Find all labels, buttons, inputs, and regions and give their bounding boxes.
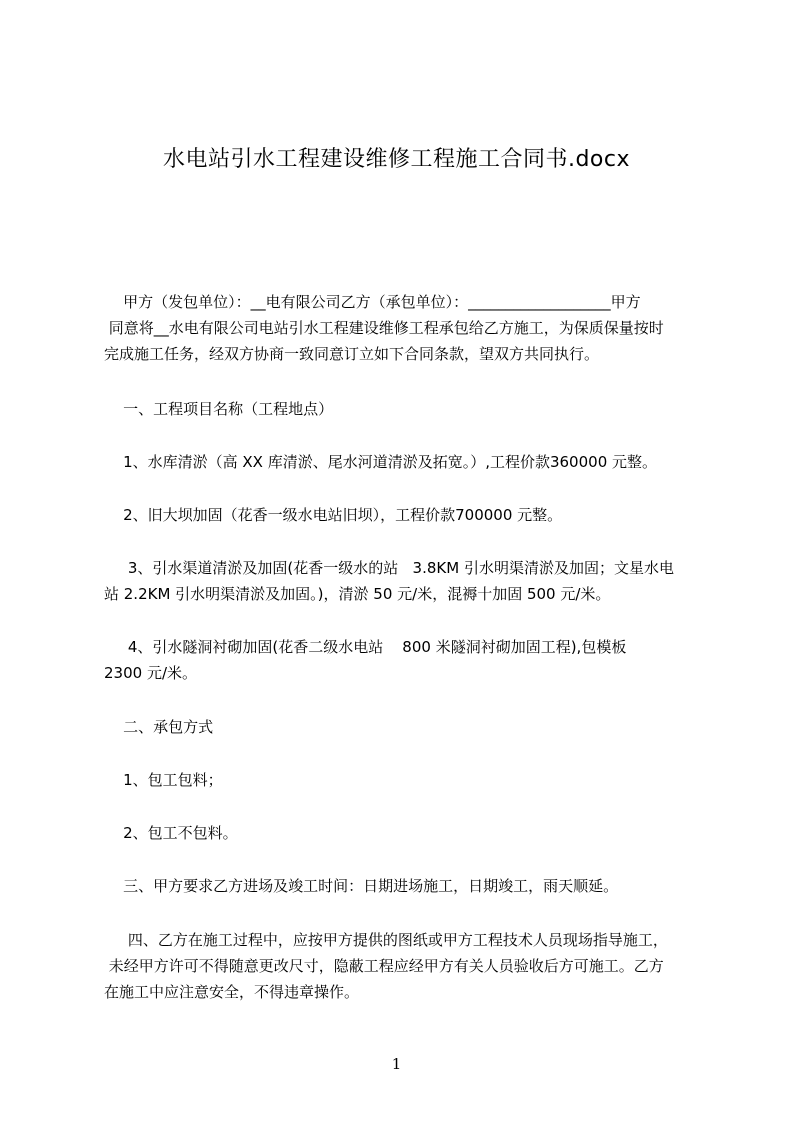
paragraph-line: 2300 元/米。 [104, 664, 197, 682]
paragraph-line: 二、承包方式 [104, 718, 214, 736]
page-number: 1 [391, 1055, 402, 1073]
paragraph-line: 三、甲方要求乙方进场及竣工时间：日期进场施工，日期竣工，雨天顺延。 [104, 877, 619, 895]
item-reservoir-dredging [104, 449, 716, 475]
paragraph-line: 1、水库清淤（高 XX 库清淤、尾水河道清淤及拓宽。）,工程价款360000 元整。 [104, 453, 658, 471]
paragraph-line: 一、工程项目名称（工程地点） [104, 400, 334, 418]
document-title: 水电站引水工程建设维修工程施工合同书.docx [162, 147, 631, 172]
paragraph-line: 2、包工不包料。 [104, 824, 238, 842]
item-channel-dredging [104, 555, 716, 607]
paragraph-line: 站 2.2KM 引水明渠清淤及加固。)，清淤 50 元/米，混褥十加固 500 元/米。 [104, 585, 611, 603]
paragraph-line: 同意将__水电有限公司电站引水工程建设维修工程承包给乙方施工，为保质保量按时 [104, 319, 664, 337]
section-schedule [104, 873, 716, 899]
paragraph-line: 3、引水渠道清淤及加固(花香一级水的站 3.8KM 引水明渠清淤及加固；文星水电 [104, 559, 674, 577]
item-dam-reinforcement [104, 502, 716, 528]
paragraph-line: 2、旧大坝加固（花香一级水电站旧坝），工程价款700000 元整。 [104, 506, 563, 524]
item-labor-and-materials [104, 767, 716, 793]
paragraph-line: 在施工中应注意安全，不得违章操作。 [104, 983, 360, 1001]
section-heading-contract-method [104, 714, 716, 740]
paragraph-line: 1、包工包料； [104, 771, 223, 789]
paragraph-line: 4、引水隧洞衬砌加固(花香二级水电站 800 米隧洞衬砌加固工程),包模板 [104, 638, 627, 656]
paragraph-line: 完成施工任务，经双方协商一致同意订立如下合同条款，望双方共同执行。 [104, 345, 600, 363]
paragraph-line: 未经甲方许可不得随意更改尺寸，隐蔽工程应经甲方有关人员验收后方可施工。乙方 [104, 957, 664, 975]
paragraph-line: 甲方（发包单位）：__电有限公司乙方（承包单位）：___________________甲方 [104, 293, 641, 311]
section-construction-rules [104, 927, 716, 1005]
item-tunnel-lining [104, 634, 716, 686]
section-heading-project-name [104, 396, 716, 422]
item-labor-only [104, 820, 716, 846]
paragraph-line: 四、乙方在施工过程中，应按甲方提供的图纸或甲方工程技术人员现场指导施工， [104, 931, 668, 949]
paragraph-preamble [104, 289, 716, 367]
